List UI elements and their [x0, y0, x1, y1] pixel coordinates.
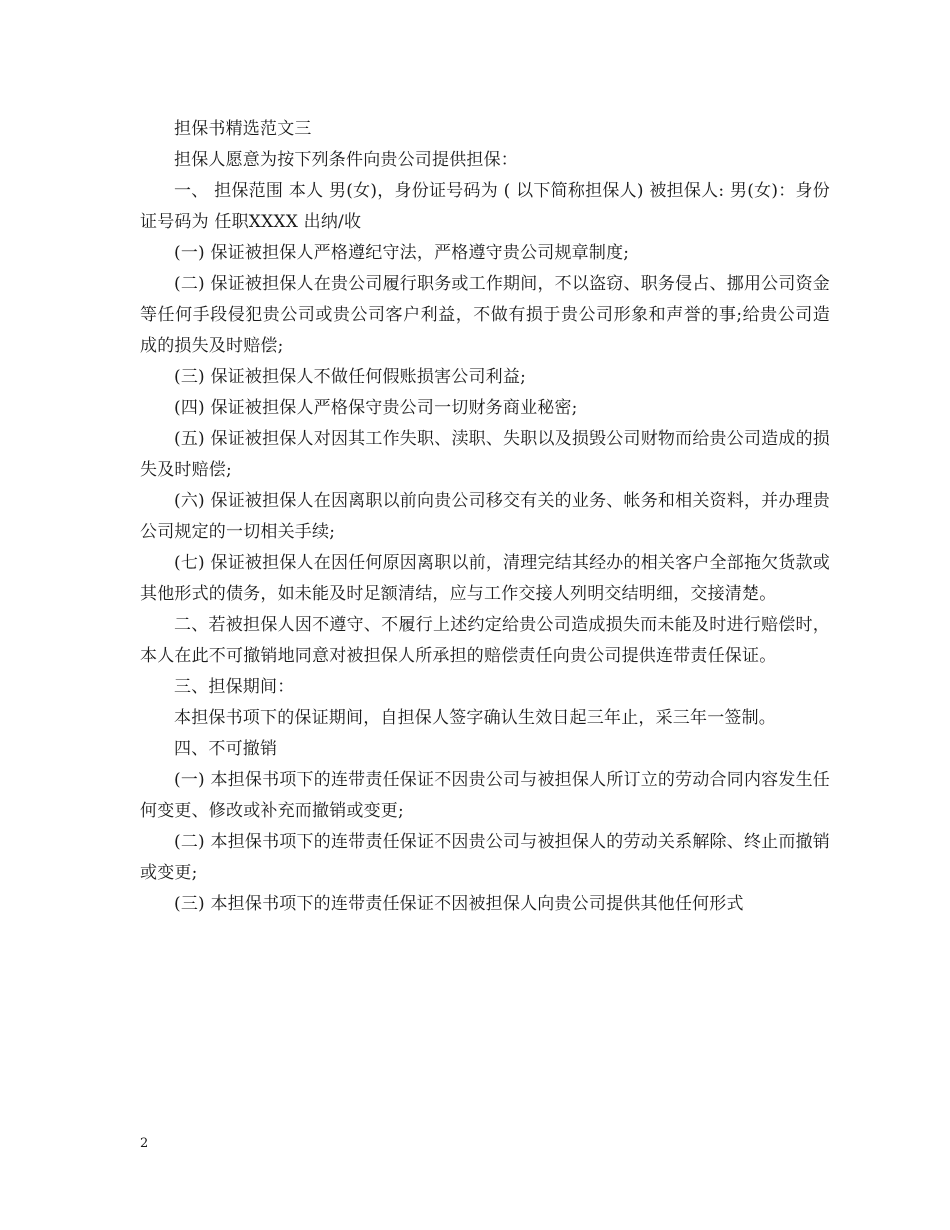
section-4-heading: 四、不可撤销: [174, 739, 278, 759]
clause-4-3: (三) 本担保书项下的连带责任保证不因被担保人向贵公司提供其他任何形式: [174, 894, 744, 914]
clause-1-4: (四) 保证被担保人严格保守贵公司一切财务商业秘密;: [174, 398, 578, 418]
clause-4-2: (二) 本担保书项下的连带责任保证不因贵公司与被担保人的劳动关系解除、终止而撤销或变更;: [140, 832, 830, 883]
clause-1-6: (六) 保证被担保人在因离职以前向贵公司移交有关的业务、帐务和相关资料，并办理贵公司规定的一切相关手续;: [140, 491, 830, 542]
clause-1-1: (一) 保证被担保人严格遵纪守法，严格遵守贵公司规章制度;: [174, 243, 630, 263]
page-number: 2: [140, 1136, 149, 1151]
section-2-joint-liability: 二、若被担保人因不遵守、不履行上述约定给贵公司造成损失而未能及时进行赔偿时，本人在此不可撤销地同意对被担保人所承担的赔偿责任向贵公司提供连带责任保证。: [140, 615, 830, 666]
section-3-guarantee-period: 本担保书项下的保证期间，自担保人签字确认生效日起三年止，采三年一签制。: [174, 708, 776, 728]
section-3-heading: 三、担保期间：: [174, 677, 295, 697]
clause-1-5: (五) 保证被担保人对因其工作失职、渎职、失职以及损毁公司财物而给贵公司造成的损失及时赔偿;: [140, 429, 830, 480]
document-body: [140, 114, 830, 920]
clause-4-1: (一) 本担保书项下的连带责任保证不因贵公司与被担保人所订立的劳动合同内容发生任何变更、修改或补充而撤销或变更;: [140, 770, 830, 821]
document-title: 担保书精选范文三: [174, 119, 312, 139]
section-1-guarantee-scope: 一、 担保范围 本人 男(女)，身份证号码为 ( 以下简称担保人) 被担保人: 男(女)：身份证号码为 任职XXXX 出纳/收: [140, 181, 830, 232]
clause-1-7: (七) 保证被担保人在因任何原因离职以前，清理完结其经办的相关客户全部拖欠货款或其他形式的债务，如未能及时足额清结，应与工作交接人列明交结明细，交接清楚。: [140, 553, 830, 604]
clause-1-2: (二) 保证被担保人在贵公司履行职务或工作期间，不以盗窃、职务侵占、挪用公司资金等任何手段侵犯贵公司或贵公司客户利益，不做有损于贵公司形象和声誉的事;给贵公司造成的损失及时赔偿;: [140, 274, 830, 356]
clause-1-3: (三) 保证被担保人不做任何假账损害公司利益;: [174, 367, 526, 387]
intro-paragraph: 担保人愿意为按下列条件向贵公司提供担保：: [174, 150, 518, 170]
